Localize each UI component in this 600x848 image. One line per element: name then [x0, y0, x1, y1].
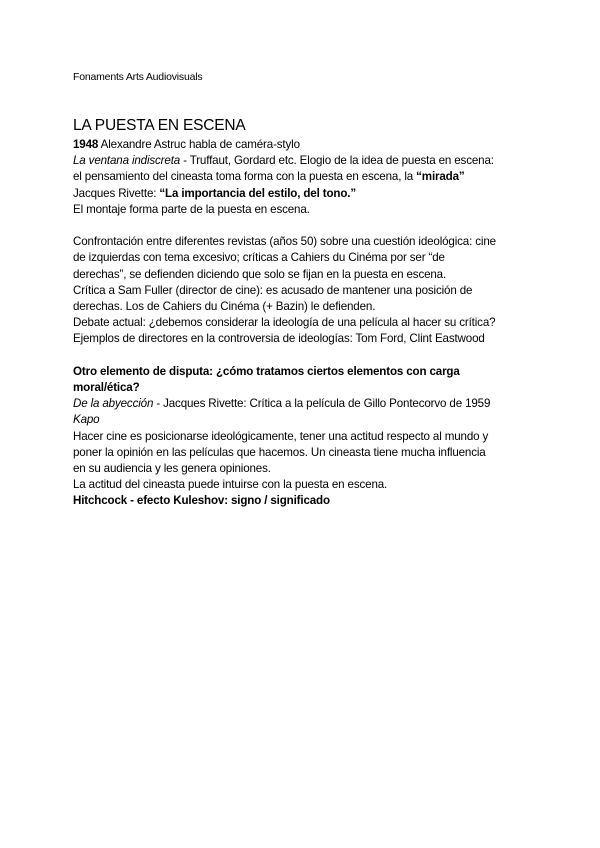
line-text: Alexandre Astruc habla de caméra-stylo: [98, 138, 300, 151]
line-text: Jacques Rivette:: [73, 186, 160, 200]
subheading-line: [73, 380, 533, 396]
paragraph-line: [73, 396, 533, 412]
paragraph-line: derechas. Los de Cahiers du Cinéma (+ Bazin) le defienden.: [73, 300, 376, 314]
paragraph-line: La actitud del cineasta puede intuirse con la puesta en escena.: [73, 478, 388, 492]
paragraph-line: Crítica a Sam Fuller (director de cine): es acusado de mantener una posición de: [73, 283, 473, 297]
section-title: LA PUESTA EN ESCENA: [73, 117, 246, 134]
subheading-text: moral/ética?: [73, 381, 140, 395]
paragraph-line: Hacer cine es posicionarse ideológicamente, tener una actitud respecto al mundo y: [73, 429, 489, 443]
line-text: - Truffaut, Gordard etc. Elogio de la idea de puesta en escena:: [180, 154, 494, 168]
subheading-line: [73, 493, 533, 509]
paragraph-line: de izquierdas con tema excesivo; críticas a Cahiers du Cinéma por ser “de: [73, 251, 445, 265]
essay-title: De la abyección: [73, 397, 154, 411]
subheading-text: Otro elemento de disputa: ¿cómo tratamos ciertos elementos con carga: [73, 364, 460, 378]
paragraph-line: [73, 169, 533, 185]
paragraph-line: [73, 153, 533, 169]
document-body: [73, 137, 533, 510]
paragraph-line: Ejemplos de directores en la controversia de ideologías: Tom Ford, Clint Eastwood: [73, 332, 485, 346]
line-text: - Jacques Rivette: Crítica a la película de Gillo Pontecorvo de 1959: [153, 397, 491, 411]
paragraph-line: Debate actual: ¿debemos considerar la ideología de una película al hacer su crítica?: [73, 316, 496, 330]
subheading-text: Hitchcock - efecto Kuleshov: signo / significado: [73, 494, 330, 508]
document-header: Fonaments Arts Audiovisuals: [73, 71, 203, 83]
paragraph-line: Confrontación entre diferentes revistas (años 50) sobre una cuestión ideológica: cine: [73, 235, 496, 249]
paragraph-line: [73, 412, 533, 428]
paragraph-line: El montaje forma parte de la puesta en escena.: [73, 202, 310, 216]
paragraph-line: [73, 186, 533, 202]
emphasis-text: “mirada”: [416, 170, 465, 184]
paragraph-line: en su audiencia y les genera opiniones.: [73, 462, 271, 476]
paragraph-line: poner la opinión en las películas que hacemos. Un cineasta tiene mucha influencia: [73, 445, 486, 459]
subheading-line: [73, 364, 533, 380]
film-title: La ventana indiscreta: [73, 154, 181, 168]
paragraph-gap: [73, 218, 533, 234]
film-title: Kapo: [73, 413, 100, 427]
paragraph-line: derechas”, se defienden diciendo que solo se fijan en la puesta en escena.: [73, 267, 447, 281]
quote-text: “La importancia del estilo, del tono.”: [159, 186, 356, 200]
paragraph-gap: [73, 348, 533, 364]
year-text: 1948: [73, 138, 99, 151]
paragraph-line: [73, 137, 533, 153]
line-text: el pensamiento del cineasta toma forma con la puesta en escena, la: [73, 170, 417, 184]
